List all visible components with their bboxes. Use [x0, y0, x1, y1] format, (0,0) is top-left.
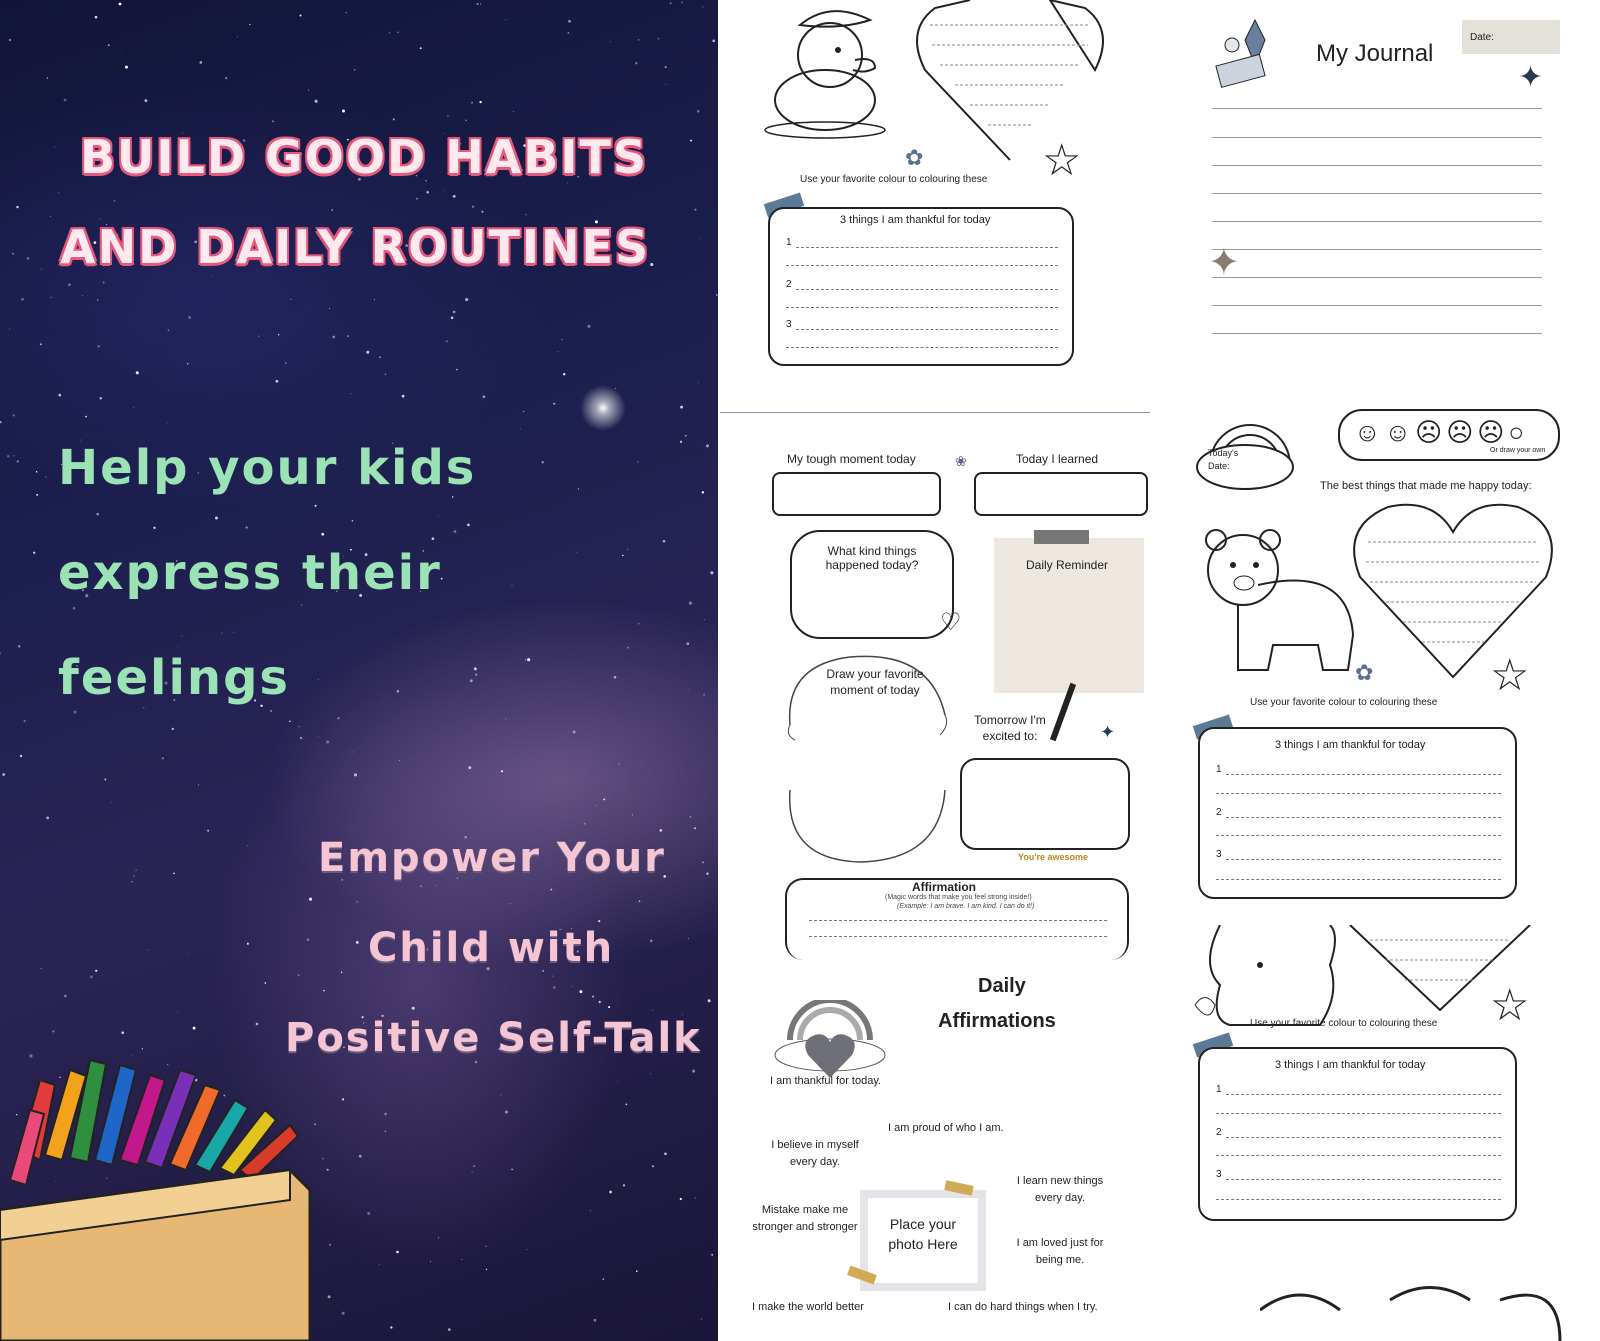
journal-title: My Journal [1316, 40, 1434, 67]
flower-icon: ❀ [955, 453, 967, 469]
duck-item-3: 3 [786, 319, 792, 330]
bear-item-2: 2 [1216, 807, 1222, 818]
awesome-sticker: You're awesome [1018, 852, 1089, 862]
bright-star [580, 385, 626, 431]
headline-line-2: AND DAILY ROUTINES [60, 220, 651, 274]
hearts-icon: ♡ [940, 609, 962, 636]
draw-own-label: Or draw your own [1490, 447, 1546, 454]
sparkle-icon: ✦ [1518, 61, 1544, 94]
kind-things-label: What kind things happened today? [825, 544, 919, 572]
worksheet-journal-page [1190, 0, 1600, 400]
affirmations-title-line-2: Affirmations [938, 1010, 1056, 1032]
duck-item-1: 1 [786, 237, 792, 248]
duck-icon [760, 5, 890, 140]
journal-date-box [1462, 20, 1560, 54]
tagline-line-2: Child with [368, 925, 615, 971]
proud-label: I am proud of who I am. [888, 1122, 1004, 1134]
worksheet-duck-page [720, 0, 1150, 410]
tagline-line-3: Positive Self-Talk [285, 1015, 702, 1061]
journal-date-label: Date: [1470, 32, 1494, 43]
partial-illustration-icon [1260, 1280, 1600, 1341]
headline-line-1: BUILD GOOD HABITS [80, 130, 648, 184]
worksheet-elephant-page [1190, 925, 1600, 1341]
affirmations-title-line-1: Daily [978, 975, 1026, 997]
elephant-thankful-box [1198, 1047, 1517, 1221]
pencils-icon [10, 1060, 298, 1185]
duck-thankful-title: 3 things I am thankful for today [840, 214, 991, 226]
elephant-item-1: 1 [1216, 1084, 1222, 1095]
kind-things-cloud [790, 530, 954, 639]
photo-frame[interactable] [860, 1190, 986, 1291]
duck-thankful-box [768, 207, 1074, 366]
affirmation-box [785, 878, 1129, 960]
worksheet-bear-page [1190, 405, 1600, 925]
pencil-cup-illustration [0, 1040, 320, 1341]
tough-moment-box [772, 472, 941, 516]
bear-icon [1198, 525, 1358, 685]
mistake-label: Mistake make me stronger and stronger [752, 1204, 858, 1233]
believe-label: I believe in myself every day. [771, 1139, 859, 1168]
todays-date-label: Today's Date: [1208, 448, 1239, 471]
tagline-line-1: Empower Your [318, 835, 666, 881]
page-divider [720, 412, 1150, 413]
bear-thankful-title: 3 things I am thankful for today [1275, 739, 1426, 751]
daily-reminder-note [994, 538, 1144, 693]
affirmation-title: Affirmation [912, 880, 976, 894]
flower-icon: ✿ [1355, 660, 1374, 685]
tomorrow-label: Tomorrow I'm excited to: [974, 713, 1046, 743]
mood-tracker [1338, 409, 1560, 461]
elephant-colour-hint: Use your favorite colour to colouring these [1250, 1018, 1438, 1029]
best-things-label: The best things that made me happy today: [1320, 480, 1532, 492]
affirmation-sub-1: (Magic words that make you feel strong inside!) [885, 894, 1032, 901]
bear-item-1: 1 [1216, 764, 1222, 775]
floral-wreath-bottom-icon [780, 780, 955, 870]
heart-rainbow-cloud-icon [770, 1000, 890, 1080]
subhead-line-1: Help your kids [58, 440, 477, 496]
excited-box [960, 758, 1130, 850]
duck-item-2: 2 [786, 279, 792, 290]
bear-thankful-box [1198, 727, 1517, 899]
star-face-icon: ☆ [1042, 136, 1082, 185]
emoji-faces-icon[interactable]: ☺☺☹☹☹○ [1354, 417, 1529, 447]
worksheet-affirmations-page [720, 965, 1150, 1341]
flower-icon: ✿ [905, 145, 924, 170]
rocket-book-icon [1210, 15, 1280, 90]
today-learned-label: Today I learned [1016, 452, 1099, 466]
hard-label: I can do hard things when I try. [948, 1301, 1098, 1313]
daily-reminder-label: Daily Reminder [1026, 558, 1109, 572]
star-face-icon: ☆ [1490, 651, 1530, 700]
tape-strip [1034, 530, 1089, 544]
affirmation-sub-2: (Example: I am brave. I am kind. I can do it!) [897, 903, 1035, 910]
draw-moment-label: Draw your favorite moment of today [826, 667, 924, 697]
subhead-line-3: feelings [58, 650, 290, 706]
bear-colour-hint: Use your favorite colour to colouring these [1250, 697, 1438, 708]
thankful-label: I am thankful for today. [770, 1075, 882, 1087]
elephant-item-2: 2 [1216, 1127, 1222, 1138]
learn-label: I learn new things every day. [1016, 1175, 1104, 1204]
worksheet-activity-page [760, 440, 1160, 960]
duck-colour-hint: Use your favorite colour to colouring these [800, 174, 988, 185]
better-label: I make the world better [752, 1301, 864, 1313]
tough-moment-label: My tough moment today [787, 452, 916, 466]
star-face-icon: ☆ [1490, 981, 1530, 1030]
bear-item-3: 3 [1216, 849, 1222, 860]
subhead-line-2: express their [58, 545, 442, 601]
elephant-thankful-title: 3 things I am thankful for today [1275, 1059, 1426, 1071]
starry-promo-panel [0, 0, 718, 1341]
photo-placeholder: Place your photo Here [888, 1216, 958, 1252]
sparkle-icon: ✦ [1100, 722, 1116, 742]
today-learned-box [974, 472, 1148, 516]
sparkle-star-icon: ✦ [1208, 242, 1240, 284]
elephant-item-3: 3 [1216, 1169, 1222, 1180]
loved-label: I am loved just for being me. [1016, 1237, 1104, 1266]
